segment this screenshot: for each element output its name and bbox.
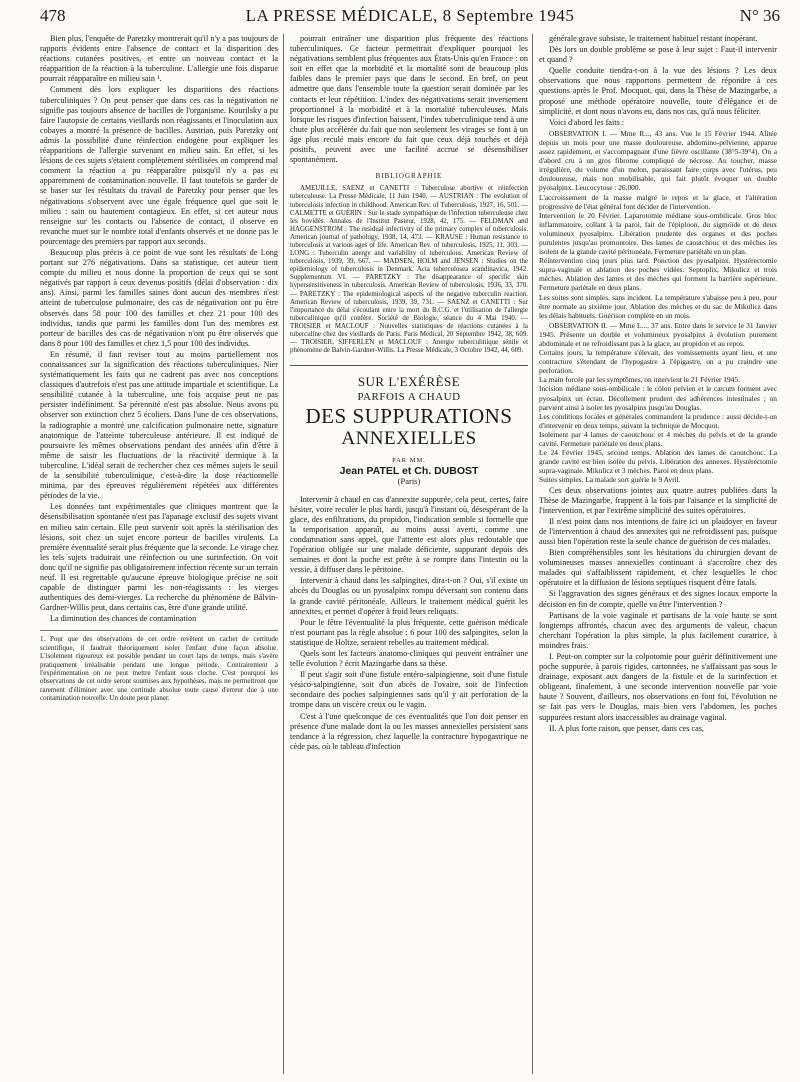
article-title-line: DES SUPPURATIONS: [305, 404, 513, 429]
paragraph: Bien plus, l'enquête de Paretzky montrerait qu'il n'y a pas toujours de rapports évidents entre l'absence de contact et la disparition des réactions cutanées positives, et entre un nouveau contact et la réapparition de la réaction à la tuberculine. L'allergie une fois disparue pourrait réapparaître en milieu sain ¹.: [40, 34, 278, 84]
paragraph: générale grave subsiste, le traitement habituel restant inopérant.: [549, 34, 758, 43]
article-title-line: ANNEXIELLES: [341, 428, 477, 450]
bibliography-heading: BIBLIOGRAPHIE: [375, 172, 443, 181]
paragraph: En résumé, il faut reviser tout au moins partiellement nos connaissances sur la signification des réactions tuberculiniques. Nier systématiquement les faits qui ne cadrent pas avec nos conceptions classiques d'autrefois n'est pas une attitude impartiale et scientifique. La sensibilité cutanée à la tuberculine, une fois acquise peut ne pas persister indéfiniment. Sa pérennité n'est pas absolue. Nous avons pu observer son extinction chez 5 écoliers. Dans l'une de ces observations, la radiographie a montré une calcification pulmonaire nette, signature anatomique de l'atteinte tuberculeuse antérieure. Il est indiqué de poursuivre les mêmes observations pendant des années afin d'être à même de saisir les fluctuations de la réactivité dermique à la tuberculine. L'idéal serait de rechercher chez ces mêmes sujets le seuil de la sensibilité tuberculinique, c'est-à-dire la dose réactionnelle minima, par des épreuves régulièrement répétées aux différentes périodes de la vie.: [40, 349, 278, 501]
paragraph: Les données tant expérimentales que cliniques montrent que la désensibilisation spontanée n'est pas l'apanage exclusif des sujets vivant en milieu sain certain. Elle peut survenir soit après la stérilisation des lésions, soit chez un sujet encore porteur de bacilles virulents. La première éventualité serait plus fréquente que la seconde. Le virage chez les tels sujets traduirait une réinfection ou une surinfection. On voit donc qu'il ne signifie pas obligatoirement infection récente sur un terrain neuf. Il est regrettable qu'aucune épreuve biologique précise ne soit capable de distinguer parmi les non-réagissants : les vierges authentiques des demi-vierges. La recherche du phénomène de Bålvin-Gardner-Willis peut, dans certains cas, être d'une grande utilité.: [40, 502, 278, 613]
paragraph: Si l'aggravation des signes généraux et des signes locaux emporte la décision en fin de compte, quelle va être l'intervention ?: [539, 589, 777, 609]
paragraph: Partisans de la voie vaginale et partisans de la voie haute se sont longtemps affrontés, chacun avec des arguments de valeur, chacun cherchant l'opération la plus simple, la plus facilement curatrice, à moindres frais.: [539, 610, 777, 650]
column-1: [40, 34, 278, 1074]
observation-1: OBSERVATION I. — Mme R..., 43 ans. Vue le 15 Février 1944. Alitée depuis un mois pour une masse douloureuse, abdomino-pelvienne, apparue assez rapidement, et s'accompagnant d'une fièvre oscillante (38°5-39°4). On a d'abord cru à un gros fibrome compliqué de nécrose. Au toucher, masse irrégulière, du volume d'un melon, paraissant faire corps avec l'utérus, peu douloureuse, mais non mobilisable, qui fait plutôt évoquer un double pyosalpinx. Leucocytose : 26.000. L'accroissement de la masse malgré le repos et la glace, et l'altération progressive de l'état général font décider de l'intervention. Intervention le 20 Février. Laparotomie médiane sous-ombilicale. Gros bloc inflammatoire, collant à la paroi, fait de l'épiploon, du sigmoïde et de deux volumineux pyosalpinx. Libération prudente des organes et des poches purulentes jusqu'au promontoire. Des lames de caoutchouc et des mèches les isolent de la grande cavité péritonéale. Fermeture pariétale en un plan. Réintervention cinq jours plus tard. Ponction des pyosalpinx. Hystérectomie supra-vaginale et ablation des poches vidées. Septoplix, Mikulicz et trois mèches. Ablation des lames et des mèches qui forment la barrière supérieure. Fermeture pariétale en deux plans. Les suites sont simples, sans incident. La température s'abaisse peu à peu, pour être normale au sixième jour. Ablation des mèches et du sac de Mikulicz dans les délais habituels. Guérison complète en un mois.: [539, 128, 777, 320]
paragraph: Bien compréhensibles sont les hésitations du chirurgien devant de volumineuses masses annexielles continuant à s'accroître chez des malades qui s'affaiblissent rapidement, et chez lesquelles le choc opératoire et la diffusion de lésions septiques risquent d'être fatals.: [539, 548, 777, 588]
column-rule: [532, 34, 533, 1074]
paragraph: Il peut s'agir soit d'une fistule entéro-salpingienne, soit d'une fistule vésico-salpingienne, soit d'un abcès de l'ovaire, soit de l'infection secondaire des poches salpingiennes sans qu'il y ait perforation de la trompe dans un viscère creux ou le vagin.: [290, 670, 528, 710]
paragraph: Ces deux observations jointes aux quatre autres publiées dans la Thèse de Mazingarbe, frappent à la fois par l'aisance et la simplicité de l'intervention, et par l'extrême simplicité des suites opératoires.: [539, 485, 777, 515]
page-number: 478: [40, 6, 66, 25]
paragraph: Intervenir à chaud en cas d'annexite suppurée, cela peut, certes, faire hésiter, voire reculer le plus hardi, jusqu'à l'instant où, désespérant de la glace, des enfiltrations, du propidon, l'indication semble si formelle que la temporisation apparaît, au moins aussi averti, comme une condamnation sans appel, que l'attente est alors plus redoutable que l'opération obligée sur une malade déficiente, suppurant depuis des semaines et dont la poche est prête à se rompre dans l'intestin ou la vessie, à diffuser dans le péritoine.: [290, 494, 528, 575]
column-rule: [283, 34, 284, 1074]
issue-number: N° 36: [739, 6, 780, 25]
paragraph: Quels sont les facteurs anatomo-cliniques qui peuvent entraîner une telle évolution ? écrit Mazingarbe dans sa thèse.: [290, 648, 528, 669]
byline-prefix: PAR MM.: [392, 457, 426, 465]
observation-2: OBSERVATION II. — Mme L..., 37 ans. Entre dans le service le 31 Janvier 1945. Présente un double et volumineux pyosalpinx à évolution purement abdominale et ne refroidissant pas à la glace, au propidon et au repos. Certains jours, la température s'élevait, des vomissements ayant lieu, et une contracture s'étendant de l'hypogastre à l'épigastre, on a pu craindre une perforation. La main forcée par les symptômes, on intervient le 21 Février 1945. Incision médiane sous-ombilicale : le côlon pelvien et le cæcum forment avec pyosalpinx un écran. Décollement prudent des adhérences intestinales ; on parvient ainsi à isoler les pyosalpinx jusqu'au Douglas. Les conditions locales et générales commandent la prudence : aussi décide-t-on d'intervenir en deux temps, suivant la technique de Mocquot. Isolement par 4 lames de caoutchouc et 4 mèches du pelvis et de la grande cavité. Fermeture pariétale en deux plans. Le 24 Février 1945, second temps. Ablation des lames de caoutchouc. La grande cavité est bien isolée du pelvis. Libération des annexes. Hystérectomie supra-vaginale. Mikulicz et 3 mèches. Paroi en deux plans. Suites simples. La malade sort guérie le 9 Avril.: [539, 320, 777, 485]
article-authors: Jean PATEL et Ch. DUBOST: [339, 465, 479, 478]
paragraph: C'est à l'une quelconque de ces éventualités que l'on doit penser en présence d'une malade dont la ou les masses annexielles persistent sans tendance à la régression, chez laquelle la contracture hypogastrique ne cède pas, où le tableau d'infection: [290, 711, 528, 751]
paragraph: Pour le fêtre l'éventualité la plus fréquente, cette guérison médicale n'est pourtant pas la règle absolue : 6 pour 100 des salpingites, selon la statistique de Holtze, seraient rebelles au traitement médical.: [290, 617, 528, 647]
article-title-line: SUR L'EXÉRÈSE: [357, 374, 461, 390]
paragraph: Quelle conduite tiendra-t-on à la vue des lésions ? Les deux observations que nous rapportons permettent de répondre à ces questions après le Prof. Mocquot, qui, dans la Thèse de Mazingarbe, a proposé une méthode opératoire nouvelle, toute d'élégance et de simplicité, et dont nous n'avons eu, dans nos cas, qu'à nous féliciter.: [539, 66, 777, 116]
paragraph: I. Peut-on compter sur la colpotomie pour guérir définitivement une poche suppurée, à parois rigides, cartonnées, ne s'affaissant pas sous le drainage, exposant aux dangers de la fistule et de la surinfection et obligeant, finalement, à une seconde intervention nouvelle par voie haute ? Souvent, d'ailleurs, nos observations en font foi, l'évolution ne se fait pas vers le Douglas, mais bien vers l'abdomen, les poches suppurées restant alors inaccessibles au drainage vaginal.: [539, 652, 777, 722]
page-header: [40, 6, 780, 26]
column-2: [290, 34, 528, 1074]
article-city: (Paris): [397, 476, 421, 487]
paragraph: Comment dès lors expliquer les disparitions des réactions tuberculiniques ? On peut penser que dans ces cas la négativation ne signifie pas toujours absence de bacilles de l'organisme. Kourilsky a pu faire l'autopsie de certains vieillards non réagissants et l'inoculation aux cobayes a montré la présence de bacilles. Austrian, puis Paretzky ont admis la possibilité d'une réinfection endogène pour expliquer les réapparitions de l'allergie survenant en milieu sain. En effet, si les lésions de ces sujets s'étaient complètement stérilisées on comprend mal comment la réaction a pu réapparaître puisqu'il n'y a pas eu apparemment de contamination nouvelle. Il faut toutefois se garder de se baser sur les résultats du travail de Paretzky pour penser que les négativations s'observent avec une égale fréquence quel que soit le milieu : sain ou hautement contagieux. En effet, si cet auteur nous renseigne sur les contacts ou l'absence de contact, il observe en revanche muet sur le nombre total d'enfants observés et ne donne pas le pourcentage des premiers par rapport aux seconds.: [40, 85, 278, 246]
article-title-line: PARFOIS A CHAUD: [357, 391, 461, 404]
footnote: 1. Pour que des observations de cet ordre revêtent un cachet de certitude scientifique, il faudrait théoriquement isoler l'enfant d'une façon absolue. L'isolement rigoureux est possible pendant un court laps de temps, mais s'avère pratiquement irréalisable pendant une longue période. Contrairement à l'expérimentation on ne peut mettre l'enfant sous cloche. C'est pourquoi les observations de cet ordre seront soumises aux hypothèses, mais ne permettront que rarement d'éliminer avec une certitude absolue toute cause d'erreur due à une contamination nouvelle. Un doute peut planer.: [40, 630, 278, 702]
paragraph: La diminution des chances de contamination: [50, 614, 197, 624]
column-3: [539, 34, 777, 1074]
paragraph: Beaucoup plus précis à ce point de vue sont les résultats de Long portant sur 276 négativations. Dans sa statistique, cet auteur tient compte du milieu et nous donne la proportion de ceux qui se sont négativés par rapport à ceux devenus positifs (délai d'observation : dix ans). Ainsi, parmi les familles saines dont aucun des membres n'est atteint de tuberculose pulmonaire, des cas de négativation ont pu être observés dans 58 pour 100 des familles et chez 21 pour 100 des individus, tandis que parmi les familles dont l'un des membres est porteur de bacilles des cas de négativation n'ont pu être observés que dans 8 pour 100 des familles et chez 1,5 pour 100 des individus.: [40, 247, 278, 348]
paragraph: Il n'est point dans nos intentions de faire ici un plaidoyer en faveur de l'intervention à chaud des annexites qui ne refroidissent pas, puisque aussi bien l'opération reste la seule chance de guérison de ces malades.: [539, 516, 777, 546]
paragraph: II. A plus forte raison, que penser, dans ces cas,: [549, 723, 704, 733]
article-separator: [290, 365, 528, 366]
paragraph: Dès lors un double problème se pose à leur sujet : Faut-il intervenir et quand ?: [539, 45, 777, 65]
journal-title: LA PRESSE MÉDICALE, 8 Septembre 1945: [245, 6, 575, 25]
paragraph: pourrait entraîner une disparition plus fréquente des réactions tuberculiniques. Ce facteur permettrait d'expliquer pourquoi les négativations semblent plus fréquentes aux États-Unis qu'en France : on soit en effet que la morbidité et la mortalité sont de beaucoup plus faibles dans le premier pays que dans le second. En bref, on peut admettre que dans l'ensemble toute la question serait dominée par les contacts et leur répétition. L'index des négativations serait inversement proportionnel à la morbidité et à la mortalité tuberculeuses. Mais lorsque les risques d'infection baissent, l'index tuberculinique tend à une chute plus accélérée du fait que non seulement les virages se font à un âge plus reculé mais encore du fait que ceux déjà touchés et déjà positifs, peuvent avec une facilité accrue se désensibiliser spontanément.: [290, 34, 528, 165]
paragraph: Intervenir à chaud dans les salpingites, dira-t-on ? Oui, s'il existe un abcès du Douglas ou un pyosalpinx rompu déversant son contenu dans la grande cavité péritonéale. Ailleurs le traitement médical guérit les annexites, et permet d'opérer à froid leurs reliquats.: [290, 576, 528, 616]
paragraph: Voici d'abord les faits :: [549, 117, 624, 127]
bibliography: AMEUILLE, SAENZ et CANETTI : Tuberculose abortive et réinfection tuberculeuse. La Presse Médicale, 11 Juin 1940. — AUSTRIAN : The evolution of tuberculosis infection in childhood. American Rev. of Tuberculosis, 1927, 16, 501. — CALMETTE et GUÉRIN : Sur le stade sympathique de l'infection tuberculeuse chez les bovidés. Annales de l'Institut Pasteur, 1928, 42, 175. — FELDMAN and HAGGENSTROM : The residual infectivity of the primary complex of tuberculosis. American journal of pathology, 1938, 14, 473. — KRAUSE : Human resistance to tuberculosis at various ages of life. American Rev. of tuberculosis, 1925, 11, 303. — LONG : Tuberculin anergy and variability of tuberculous. American Review of tuberculosis, 1939, 39, 667. — MADSEN, HOLM and JENSEN : Studies on the epidemiology of tuberculosis in Denmark. Acta tuberculosea scandinavica, 1942. Supplementum VI. — PARETZKY : The disappearance of specific skin hypersensitiveness in tuberculosis. American Review of tuberculosis, 1936, 33, 370. — PARETZKY : The epidemiological aspects of the negative tuberculin reaction. American Review of tuberculosis, 1939, 39, 731. — SAENZ et CANETTI : Sur l'importance du délai s'écoulant entre la mort du B.C.G. et l'utilisation de l'allergie tuberculinique qu'il confère. Société de Biologie, séance du 4 Mai 1940. — TROISIER et MACLOUF : Nouvelles statistiques de réactions cutanées à la tuberculine chez des vieillards de Paris. Paris Médical, 20 Septembre 1942, 38, 609. — TROISIER, SIFFERLEN et MACLOUF : Anergie tuberculinique sénile et phénomène de Balvin-Gardner-Willis. La Presse Médicale, 3 Octobre 1942, 44, 609.: [290, 185, 528, 355]
